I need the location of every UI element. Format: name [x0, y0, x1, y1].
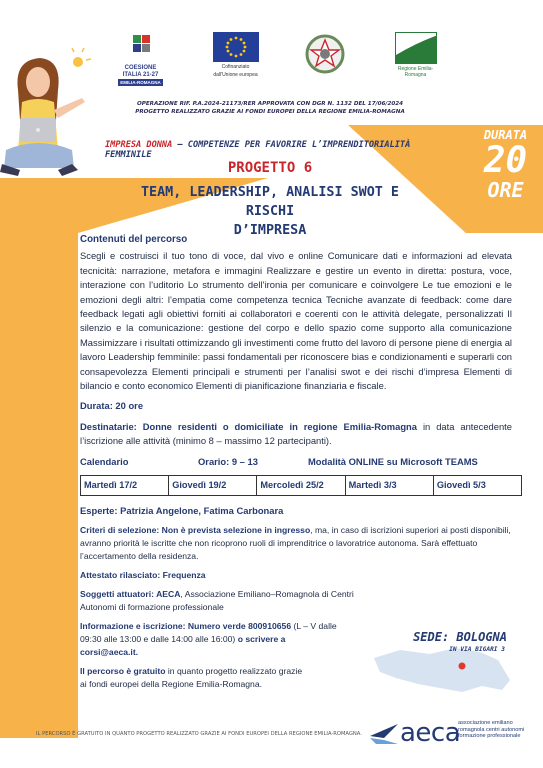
course-details: [80, 233, 512, 691]
sede-title: SEDE: BOLOGNA: [413, 630, 507, 644]
esperte: Esperte: Patrizia Angelone, Fatima Carbonara: [80, 504, 284, 516]
impresa-donna-label: IMPRESA DONNA: [105, 140, 173, 150]
regione-er-caption: Regione Emilia-Romagna: [397, 66, 434, 78]
coesione-icon: [118, 32, 163, 60]
footer-note: IL PERCORSO È GRATUITO IN QUANTO PROGETTO REALIZZATO GRAZIE AI FONDI EUROPEI DELLA REGIONE EMILIA-ROMAGNA.: [36, 731, 362, 737]
dates-table: [80, 475, 522, 495]
aeca-description: associazione emiliano romagnola centri autonomi formazione professionale: [458, 720, 525, 740]
soggetti-text: , Associazione Emiliano–Romagnola di Centri Autonomi di formazione professionale: [80, 588, 354, 612]
regione-er-logo: [388, 32, 443, 82]
date-cell: Mercoledì 25/2: [257, 476, 345, 494]
aeca-logo: [370, 716, 540, 752]
operazione-line-1: OPERAZIONE RIF. P.A.2024-21173/RER APPROVATA CON DGR N. 1132 DEL 17/06/2024: [136, 101, 404, 107]
coesione-label: COESIONE ITALIA 21-27: [122, 65, 159, 78]
repubblica-emblem: [303, 32, 348, 82]
coesione-sub: EMILIA-ROMAGNA: [118, 79, 163, 86]
durata-unit: ORE: [487, 178, 524, 202]
aeca-wordmark: aeca: [400, 718, 461, 748]
soggetti-label: Soggetti attuatori: AECA: [80, 588, 181, 599]
durata-value: 20: [483, 140, 528, 181]
coesione-italia-logo: [118, 32, 163, 85]
orario-label: Orario: 9 – 13: [198, 455, 258, 467]
contenuti-body: Scegli e costruisci il tuo tono di voce, dal vivo e online Comunicare dati e informazioni ad elevata tecnicità: narrazione, metafora e immagini Realizzare e gestire un evento in diretta: postura, voce, interazione con l’uditorio Lo strumento dell’ironia per comunicare e coinvolgere Le tue emozioni e le emozioni degli altri: l’empatia come competenza tecnica Tecniche avanzate di feedback: come dare feedback legati agli obiettivi forniti ai collaboratori e coerenti con le attività delegate, personalizzati Il silenzio e la comunicazione: gestione del corpo e dello spazio come supporto alla comunicazione Massimizzare i risultati ottimizzando gli investimenti come frutto del lavoro di persone piene di energia al lavoro Leadership femminile: passi fondamentali per riconoscere bias e condizionamenti e superarli con consapevolezza Elementi principali e strumenti per l’analisi swot e dei rischi d’impresa Elementi di bilancio e conto economico Elementi di pianificazione finanziaria e fiscale.: [80, 250, 512, 392]
info-label: Informazione e iscrizione: Numero verde 800910656: [80, 620, 292, 631]
course-title-line-1: TEAM, LEADERSHIP, ANALISI SWOT E RISCHI: [141, 185, 399, 219]
modalita-label: Modalità ONLINE su Microsoft TEAMS: [308, 455, 478, 467]
emblem-icon: [303, 32, 348, 77]
woman-laptop-illustration: [0, 40, 100, 185]
soggetti-attuatori: [80, 588, 380, 614]
progetto-number: PROGETTO 6: [227, 160, 313, 176]
aeca-arrow-icon: [370, 722, 398, 746]
destinatarie-text: in data antecedente l’iscrizione alle attività (minimo 8 – massimo 12 partecipanti).: [80, 420, 512, 447]
date-cell: Giovedì 5/3: [436, 480, 486, 491]
eu-flag-icon: [213, 32, 259, 62]
contenuti-heading: Contenuti del percorso: [80, 234, 188, 245]
date-cell: Martedì 17/2: [81, 476, 169, 494]
criteri-label: Criteri di selezione: Non è prevista selezione in ingresso: [80, 524, 311, 535]
sede-block: [370, 630, 535, 710]
eu-caption-1: Cofinanziato: [221, 64, 250, 70]
operazione-line-2: PROGETTO REALIZZATO GRAZIE AI FONDI EUROPEI DELLA REGIONE EMILIA-ROMAGNA: [135, 109, 405, 115]
course-title-line-2: D’IMPRESA: [233, 223, 307, 238]
orange-band-left: [0, 178, 78, 738]
logos-row: [118, 32, 443, 85]
operazione-reference: [100, 100, 440, 116]
info-email[interactable]: o scrivere a corsi@aeca.it.: [80, 633, 286, 657]
attestato: Attestato rilasciato: Frequenza: [80, 569, 206, 580]
calendario-label: Calendario: [80, 455, 129, 467]
durata-badge: [468, 128, 543, 200]
course-title: [120, 183, 420, 240]
gratuito-text: in quanto progetto realizzato grazie ai fondi europei della Regione Emilia-Romagna.: [80, 665, 303, 689]
durata-label: DURATA: [483, 128, 528, 142]
gratuito-note: [80, 665, 310, 691]
destinatarie: [80, 420, 512, 449]
informazione-iscrizione: [80, 620, 340, 659]
eu-caption-2: dall'Unione europea: [213, 72, 258, 78]
destinatarie-label: Destinatarie: Donne residenti o domiciliate in regione Emilia-Romagna: [80, 420, 417, 432]
info-hours: (L – V dalle 09:30 alle 13:00 e dalle 14:00 alle 16:00): [80, 620, 337, 644]
durata-line: Durata: 20 ore: [80, 400, 144, 412]
date-cell: Martedì 3/3: [346, 476, 434, 494]
date-cell: Giovedì 19/2: [169, 476, 257, 494]
regione-er-icon: [395, 32, 437, 64]
tagline-rest: – COMPETENZE PER FAVORIRE L’IMPRENDITORIALITÀ FEMMINILE: [105, 140, 411, 160]
eu-logo: [208, 32, 263, 82]
calendar-row: [80, 455, 512, 469]
gratuito-label: Il percorso è gratuito: [80, 665, 166, 676]
sede-address: IN VIA BIGARI 3: [449, 646, 505, 653]
program-tagline: [105, 140, 455, 160]
criteri-selezione: [80, 524, 512, 563]
criteri-text: , ma, in caso di iscrizioni superiori ai posti disponibili, avranno priorità le iscritte che non ricoprono ruoli di imprenditrice o lavoratrice autonoma. Sarà effettuato l’accertamento della residenza.: [80, 524, 511, 561]
